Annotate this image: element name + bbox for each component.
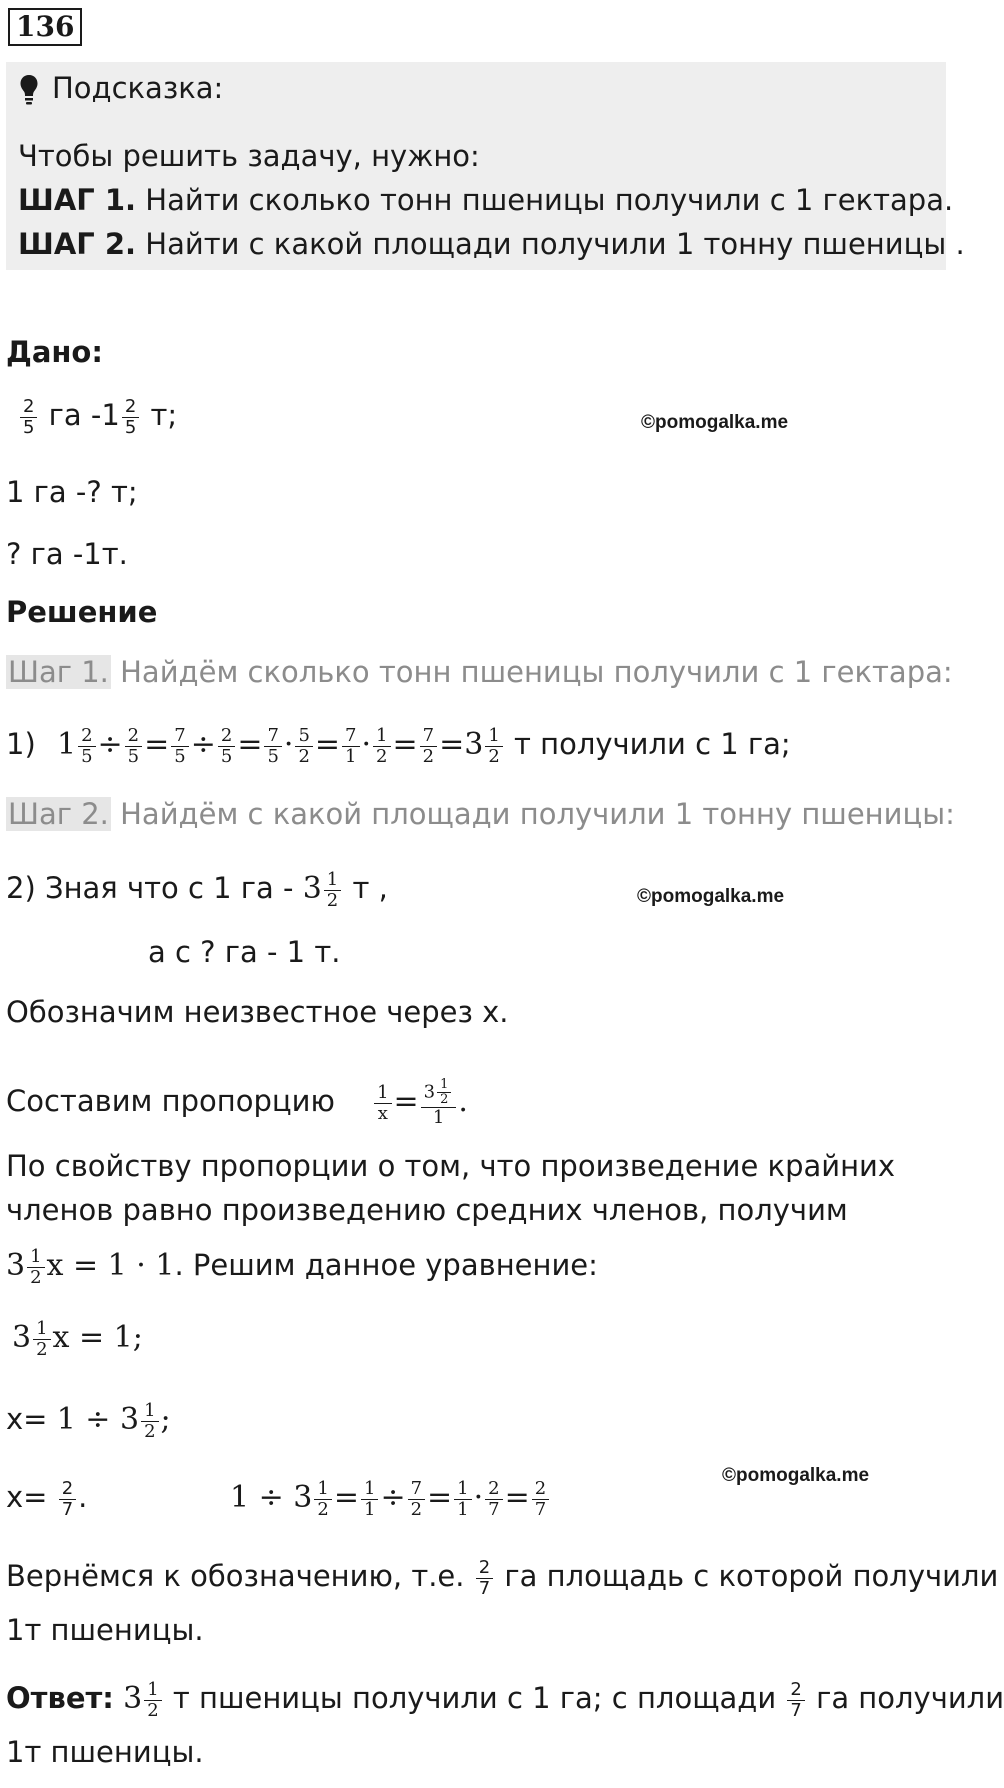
back-text-a: Вернёмся к обозначению, т.е. (6, 1559, 474, 1593)
proportion-row (6, 1066, 468, 1137)
hint-title: Подсказка: (52, 71, 224, 105)
fraction: $\frac{2}{5}$ (20, 397, 37, 438)
back-row: Вернёмся к обозначению, т.е. $\frac{2}{7}$ га площадь с которой получили (6, 1556, 999, 1599)
answer-label: Ответ: (6, 1681, 114, 1715)
fraction: $\frac{2}{5}$ (122, 397, 139, 438)
step1-label: Шаг 1. (8, 655, 109, 689)
eq-line1: 3 $\frac{1}{2}$ x = 1; (12, 1317, 143, 1360)
answer-a: т пшеницы получили с 1 га; с площади (163, 1681, 786, 1715)
hint-intro: Чтобы решить задачу, нужно: (18, 139, 480, 173)
eq-calc: 1 ÷ 3 $\frac{1}{2}$ = $\frac{1}{1}$ ÷ $\frac{7}{2}$ = $\frac{1}{1}$ · $\frac{2}{7}$ = $\frac{2}{7}$ (230, 1470, 551, 1525)
problem-number: 136 (8, 8, 82, 46)
hint-step2-label: ШАГ 2. (18, 227, 137, 261)
property-line2: членов равно произведению средних членов, получим (6, 1193, 848, 1227)
given-line1-b: т; (150, 398, 178, 432)
step1-text: Найдём сколько тонн пшеницы получили с 1 гектара: (110, 655, 953, 689)
calc1-prefix: 1) (6, 727, 36, 761)
back-text-c: 1т пшеницы. (6, 1613, 204, 1647)
hint-title-row (20, 70, 223, 106)
equation-row (6, 1238, 598, 1293)
hint-step2-text: Найти с какой площади получили 1 тонну пшеницы . (136, 227, 965, 261)
solution-step2 (6, 796, 955, 832)
answer-row: Ответ: 3 $\frac{1}{2}$ т пшеницы получили с 1 га; с площади $\frac{2}{7}$ га получили (6, 1678, 1004, 1721)
lightbulb-icon (20, 74, 38, 106)
property-line1: По свойству пропорции о том, что произведение крайних (6, 1149, 896, 1183)
given-line1 (18, 392, 177, 438)
hint-step2 (18, 226, 965, 262)
answer-c: 1т пшеницы. (6, 1735, 204, 1769)
denote-text: Обозначим неизвестное через x. (6, 995, 509, 1029)
solution-title: Решение (6, 595, 158, 629)
given-line1-a: га -1 (48, 398, 120, 432)
hint-step1 (18, 182, 953, 218)
known-c: а с ? га - 1 т. (148, 935, 341, 969)
hint-step1-text: Найти сколько тонн пшеницы получили с 1 гектара. (136, 183, 954, 217)
known-a: 2) Зная что с 1 га - (6, 871, 303, 905)
known-row (6, 862, 388, 915)
hint-step1-label: ШАГ 1. (18, 183, 137, 217)
step2-text: Найдём с какой площади получили 1 тонну пшеницы: (110, 797, 955, 831)
mixed-number: 3 $\frac{1}{2}$ (303, 871, 344, 906)
proportion-formula: $\frac{1}{x}$ = 3 $\frac{1}{2}$ 1 . (372, 1084, 468, 1119)
watermark: ©pomogalka.me (722, 1465, 870, 1486)
equation-text: . Решим данное уравнение: (174, 1248, 598, 1282)
calc1-row (6, 718, 791, 771)
eq-line3: x= $\frac{2}{7}$ . (6, 1477, 88, 1520)
given-title: Дано: (6, 335, 103, 369)
proportion-label: Составим пропорцию (6, 1084, 335, 1118)
known-b: т , (352, 871, 388, 905)
answer-b: га получили (806, 1681, 1004, 1715)
watermark: ©pomogalka.me (637, 886, 785, 907)
watermark: ©pomogalka.me (641, 412, 789, 433)
equation: 3 $\frac{1}{2}$ x = 1 · 1 (6, 1245, 175, 1288)
back-text-b: га площадь с которой получили (495, 1559, 999, 1593)
calc1-expression: 1 $\frac{2}{5}$ ÷ $\frac{2}{5}$ = $\frac{7}{5}$ ÷ $\frac{2}{5}$ = $\frac{7}{5}$ · $\frac{5}{2}$ = $\frac{7}{1}$ · $\frac{1}{2}$ = $\frac{7}{2}$ =3 $\frac{1}{2}$ (57, 727, 505, 762)
step2-label: Шаг 2. (8, 797, 109, 831)
given-line2: 1 га -? т; (6, 475, 138, 509)
given-line3: ? га -1т. (6, 537, 128, 571)
solution-step1 (6, 654, 953, 690)
calc1-suffix: т получили с 1 га; (514, 727, 791, 761)
eq-line2: x= 1 ÷ 3 $\frac{1}{2}$ ; (6, 1399, 171, 1442)
